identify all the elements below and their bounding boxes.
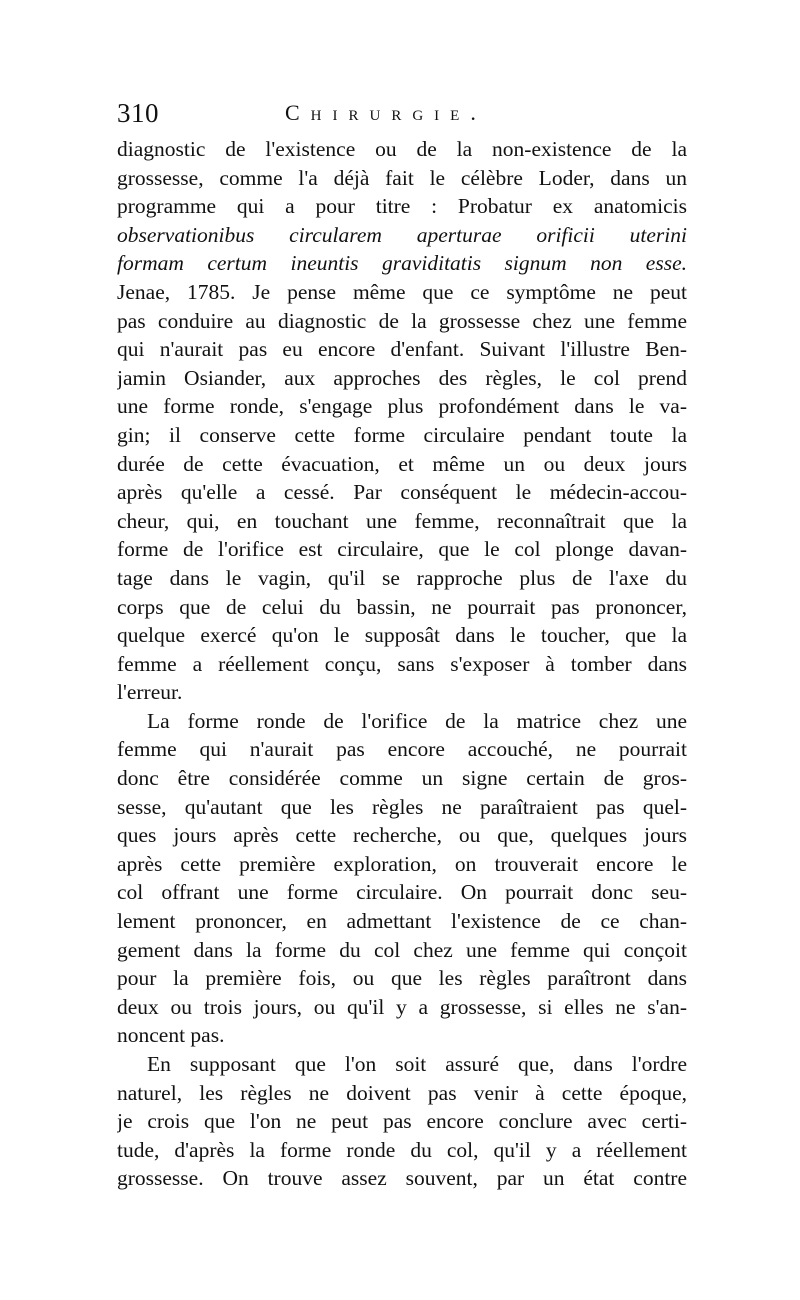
text-line: sesse, qu'autant que les règles ne paraîtraient pas quel- xyxy=(117,794,687,819)
text-line: programme qui a pour titre : Probatur ex anatomicis xyxy=(117,194,687,219)
text-line: grossesse, comme l'a déjà fait le célèbre Loder, dans un xyxy=(117,165,687,190)
text-line: grossesse. On trouve assez souvent, par un état contre xyxy=(117,1166,687,1191)
text-line: après qu'elle a cessé. Par conséquent le médecin-accou- xyxy=(117,480,687,505)
text-line: corps que de celui du bassin, ne pourrait pas prononcer, xyxy=(117,594,687,619)
text-line: femme qui n'aurait pas encore accouché, ne pourrait xyxy=(117,737,687,762)
page-number: 310 xyxy=(117,98,159,128)
text-line: une forme ronde, s'engage plus profondément dans le va- xyxy=(117,394,687,419)
text-line: naturel, les règles ne doivent pas venir à cette époque, xyxy=(117,1080,687,1105)
text-line: La forme ronde de l'orifice de la matrice chez une xyxy=(147,708,687,733)
text-line: diagnostic de l'existence ou de la non-existence de la xyxy=(117,137,687,161)
page-header xyxy=(117,98,687,134)
body-text xyxy=(117,135,687,1193)
text-line: après cette première exploration, on trouverait encore le xyxy=(117,851,687,876)
text-line: Jenae, 1785. Je pense même que ce symptôme ne peut xyxy=(117,279,687,304)
text-line: col offrant une forme circulaire. On pourrait donc seu- xyxy=(117,880,687,905)
running-head: Chirurgie. xyxy=(285,100,487,125)
text-line: qui n'aurait pas eu encore d'enfant. Suivant l'illustre Ben- xyxy=(117,337,687,362)
text-line: je crois que l'on ne peut pas encore conclure avec certi- xyxy=(117,1109,687,1134)
text-line: tude, d'après la forme ronde du col, qu'il y a réellement xyxy=(117,1137,687,1162)
text-line: donc être considérée comme un signe certain de gros- xyxy=(117,766,687,791)
text-line: cheur, qui, en touchant une femme, reconnaîtrait que la xyxy=(117,508,687,533)
text-line: jamin Osiander, aux approches des règles, le col prend xyxy=(117,365,687,390)
text-line: quelque exercé qu'on le supposât dans le toucher, que la xyxy=(117,623,687,648)
text-line: lement prononcer, en admettant l'existence de ce chan- xyxy=(117,909,687,934)
text-line: forme de l'orifice est circulaire, que le col plonge davan- xyxy=(117,537,687,562)
text-line: ques jours après cette recherche, ou que, quelques jours xyxy=(117,823,687,848)
text-line: l'erreur. xyxy=(117,680,183,705)
text-line: pas conduire au diagnostic de la grossesse chez une femme xyxy=(117,308,687,333)
text-line: gin; il conserve cette forme circulaire pendant toute la xyxy=(117,422,687,447)
text-line: pour la première fois, ou que les règles paraîtront dans xyxy=(117,966,687,991)
text-line: durée de cette évacuation, et même un ou deux jours xyxy=(117,451,687,476)
text-line: deux ou trois jours, ou qu'il y a grossesse, si elles ne s'an- xyxy=(117,994,687,1019)
text-line: tage dans le vagin, qu'il se rapproche plus de l'axe du xyxy=(117,565,687,590)
text-line: observationibus circularem aperturae orificii uterini xyxy=(117,222,687,247)
text-line: femme a réellement conçu, sans s'exposer à tomber dans xyxy=(117,651,687,676)
text-line: En supposant que l'on soit assuré que, dans l'ordre xyxy=(147,1052,687,1076)
text-line: gement dans la forme du col chez une femme qui conçoit xyxy=(117,937,687,962)
text-line: noncent pas. xyxy=(117,1023,225,1048)
text-line: formam certum ineuntis graviditatis signum non esse. xyxy=(117,251,687,276)
